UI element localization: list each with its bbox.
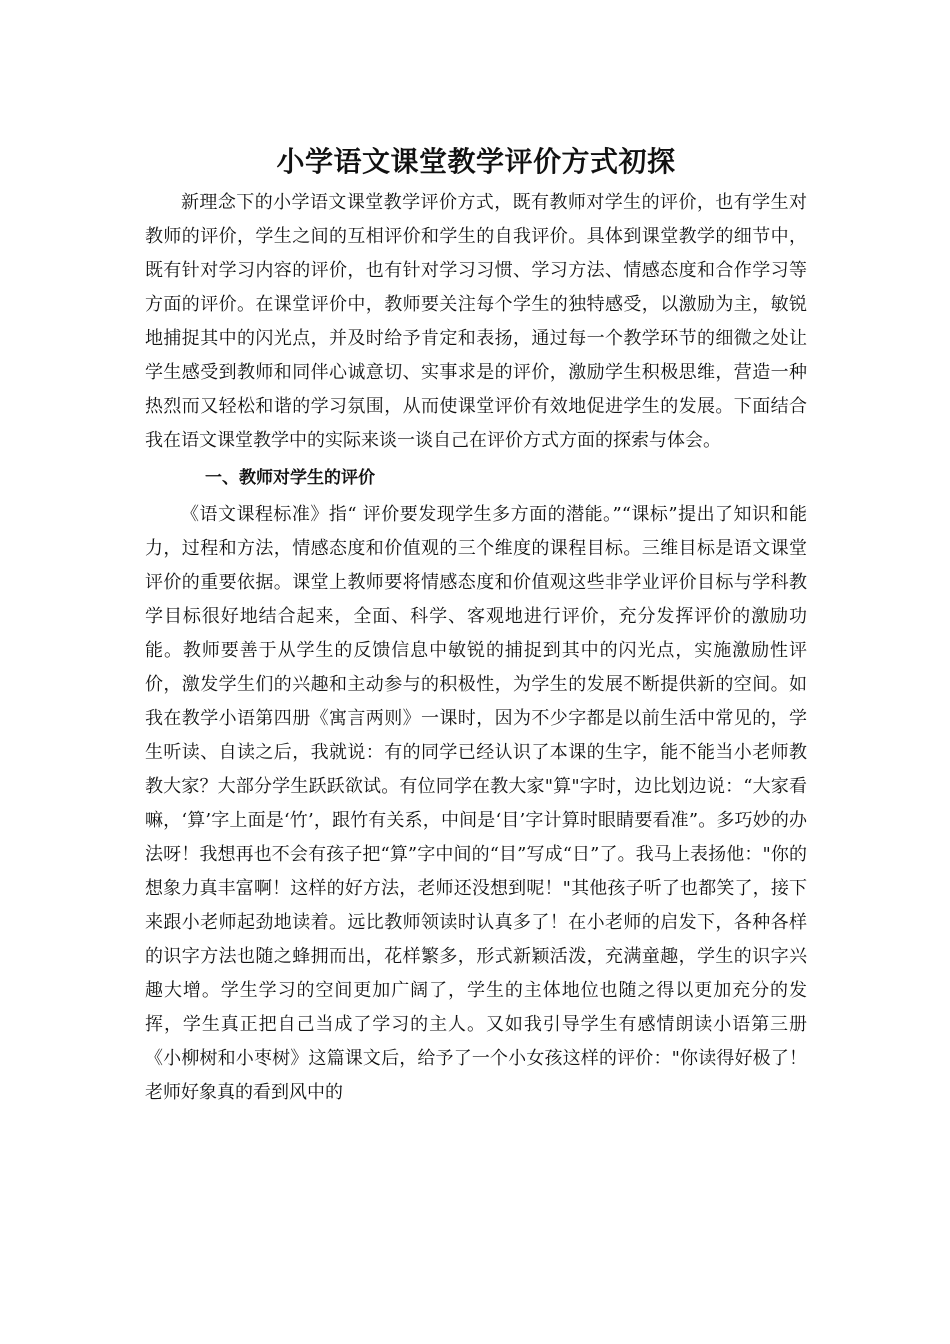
document-body [145,138,807,1110]
document-title: 小学语文课堂教学评价方式初探 [276,145,676,178]
intro-paragraph: 新理念下的小学语文课堂教学评价方式，既有教师对学生的评价，也有学生对教师的评价，学生之间的互相评价和学生的自我评价。具体到课堂教学的细节中，既有针对学习内容的评价，也有针对学习习惯、学习方法、情感态度和合作学习等方面的评价。在课堂评价中，教师要关注每个学生的独特感受，以激励为主，敏锐地捕捉其中的闪光点，并及时给予肯定和表扬，通过每一个教学环节的细微之处让学生感受到教师和同伴心诚意切、实事求是的评价，激励学生积极思维，营造一种热烈而又轻松和谐的学习氛围，从而使课堂评价有效地促进学生的发展。下面结合我在语文课堂教学中的实际来谈一谈自己在评价方式方面的探索与体会。 [145,192,807,451]
section-heading-teacher-evaluation: 一、教师对学生的评价 [205,468,375,488]
section-paragraph-teacher-evaluation: 《语文课程标准》指“ 评价要发现学生多方面的潜能。”“课标”提出了知识和能力，过程和方法，情感态度和价值观的三个维度的课程目标。三维目标是语文课堂评价的重要依据。课堂上教师要将情感态度和价值观这些非学业评价目标与学科教学目标很好地结合起来，全面、科学、客观地进行评价，充分发挥评价的激励功能。教师要善于从学生的反馈信息中敏锐的捕捉到其中的闪光点，实施激励性评价，激发学生们的兴趣和主动参与的积极性，为学生的发展不断提供新的空间。如我在教学小语第四册《寓言两则》一课时，因为不少字都是以前生活中常见的，学生听读、自读之后，我就说：有的同学已经认识了本课的生字，能不能当小老师教教大家？大部分学生跃跃欲试。有位同学在教大家"算"字时，边比划边说：“大家看嘛，‘算’字上面是‘竹’，跟竹有关系，中间是‘目’字计算时眼睛要看准”。多巧妙的办法呀！我想再也不会有孩子把“算”字中间的“目”写成“日”了。我马上表扬他："你的想象力真丰富啊！这样的好方法，老师还没想到呢！"其他孩子听了也都笑了，接下来跟小老师起劲地读着。远比教师领读时认真多了！在小老师的启发下，各种各样的识字方法也随之蜂拥而出，花样繁多，形式新颖活泼，充满童趣，学生的识字兴趣大增。学生学习的空间更加广阔了，学生的主体地位也随之得以更加充分的发挥，学生真正把自己当成了学习的主人。又如我引导学生有感情朗读小语第三册《小柳树和小枣树》这篇课文后，给予了一个小女孩这样的评价："你读得好极了！老师好象真的看到风中的 [145,504,807,1103]
